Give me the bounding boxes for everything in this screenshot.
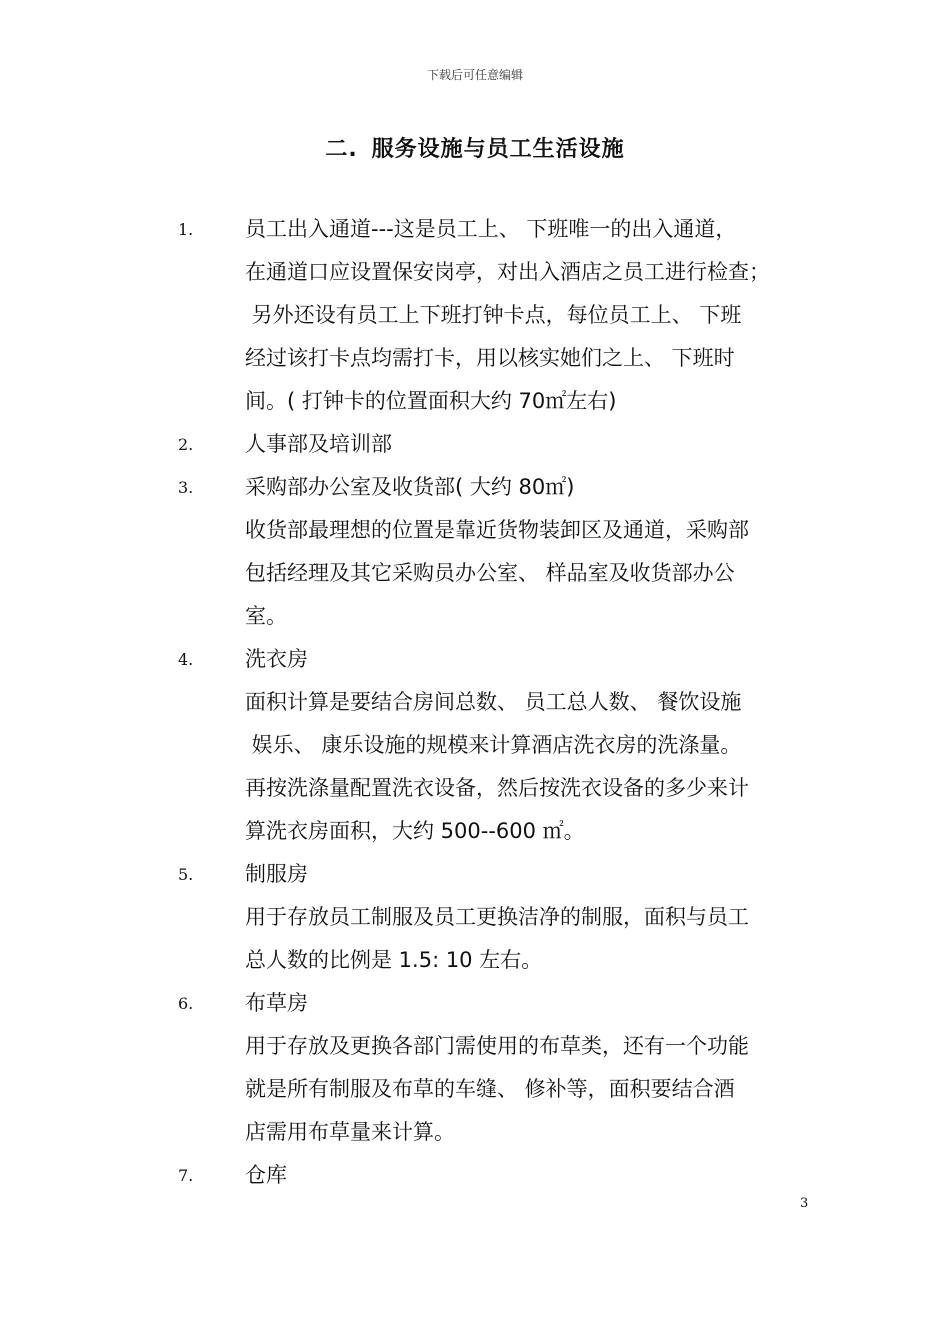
text-line: 就是所有制服及布草的车缝、 修补等，面积要结合酒 bbox=[245, 1077, 735, 1101]
list-item-text bbox=[245, 853, 820, 982]
text-line: 包括经理及其它采购员办公室、 样品室及收货部办公 bbox=[245, 561, 735, 585]
list-item bbox=[0, 982, 950, 1154]
text-line: 制服房 bbox=[245, 862, 308, 886]
section-title bbox=[0, 132, 950, 163]
text-line: 算洗衣房面积，大约 500--600 ㎡。 bbox=[245, 819, 585, 843]
list-item-number: 1. bbox=[178, 220, 194, 239]
list-item-text bbox=[245, 982, 820, 1154]
text-line: 用于存放及更换各部门需使用的布草类，还有一个功能 bbox=[245, 1034, 749, 1058]
list-item-text bbox=[245, 1154, 820, 1197]
text-line: 人事部及培训部 bbox=[245, 432, 392, 456]
list-item bbox=[0, 208, 950, 423]
text-line: 面积计算是要结合房间总数、 员工总人数、 餐饮设施 bbox=[245, 690, 742, 714]
section-number: 二. bbox=[325, 137, 358, 162]
list-item-number: 5. bbox=[178, 865, 194, 884]
list-item bbox=[0, 853, 950, 982]
text-line: 娱乐、 康乐设施的规模来计算酒店洗衣房的洗涤量。 bbox=[245, 733, 742, 757]
text-line: 室。 bbox=[245, 604, 287, 628]
list-item-text bbox=[245, 423, 820, 466]
text-line: 仓库 bbox=[245, 1163, 287, 1187]
page-number: 3 bbox=[800, 1196, 809, 1211]
list-item-text bbox=[245, 208, 820, 423]
list-item-number: 7. bbox=[178, 1166, 194, 1185]
text-line: 收货部最理想的位置是靠近货物装卸区及通道，采购部 bbox=[245, 518, 749, 542]
text-line: 间。( 打钟卡的位置面积大约 70㎡左右) bbox=[245, 389, 617, 413]
list-item-number: 4. bbox=[178, 650, 194, 669]
list-item bbox=[0, 638, 950, 853]
text-line: 在通道口应设置保安岗亭，对出入酒店之员工进行检查； bbox=[245, 260, 770, 284]
list-item bbox=[0, 423, 950, 466]
text-line: 用于存放员工制服及员工更换洁净的制服，面积与员工 bbox=[245, 905, 749, 929]
text-line: 店需用布草量来计算。 bbox=[245, 1120, 455, 1144]
list-item bbox=[0, 466, 950, 638]
text-line: 布草房 bbox=[245, 991, 308, 1015]
text-line: 另外还设有员工上下班打钟卡点，每位员工上、 下班 bbox=[245, 303, 742, 327]
page-header: 下载后可任意编辑 bbox=[426, 68, 523, 82]
text-line: 洗衣房 bbox=[245, 647, 308, 671]
text-line: 总人数的比例是 1.5: 10 左右。 bbox=[245, 948, 543, 972]
section-title-text: 服务设施与员工生活设施 bbox=[371, 137, 625, 162]
text-line: 经过该打卡点均需打卡，用以核实她们之上、 下班时 bbox=[245, 346, 735, 370]
list-item-number: 2. bbox=[178, 435, 194, 454]
list-item-text bbox=[245, 466, 820, 638]
text-line: 员工出入通道---这是员工上、 下班唯一的出入通道， bbox=[245, 217, 737, 241]
list-item-text bbox=[245, 638, 820, 853]
facility-list bbox=[0, 208, 950, 1197]
list-item-number: 6. bbox=[178, 994, 194, 1013]
text-line: 采购部办公室及收货部( 大约 80㎡) bbox=[245, 475, 575, 499]
list-item bbox=[0, 1154, 950, 1197]
list-item-number: 3. bbox=[178, 478, 194, 497]
text-line: 再按洗涤量配置洗衣设备，然后按洗衣设备的多少来计 bbox=[245, 776, 749, 800]
